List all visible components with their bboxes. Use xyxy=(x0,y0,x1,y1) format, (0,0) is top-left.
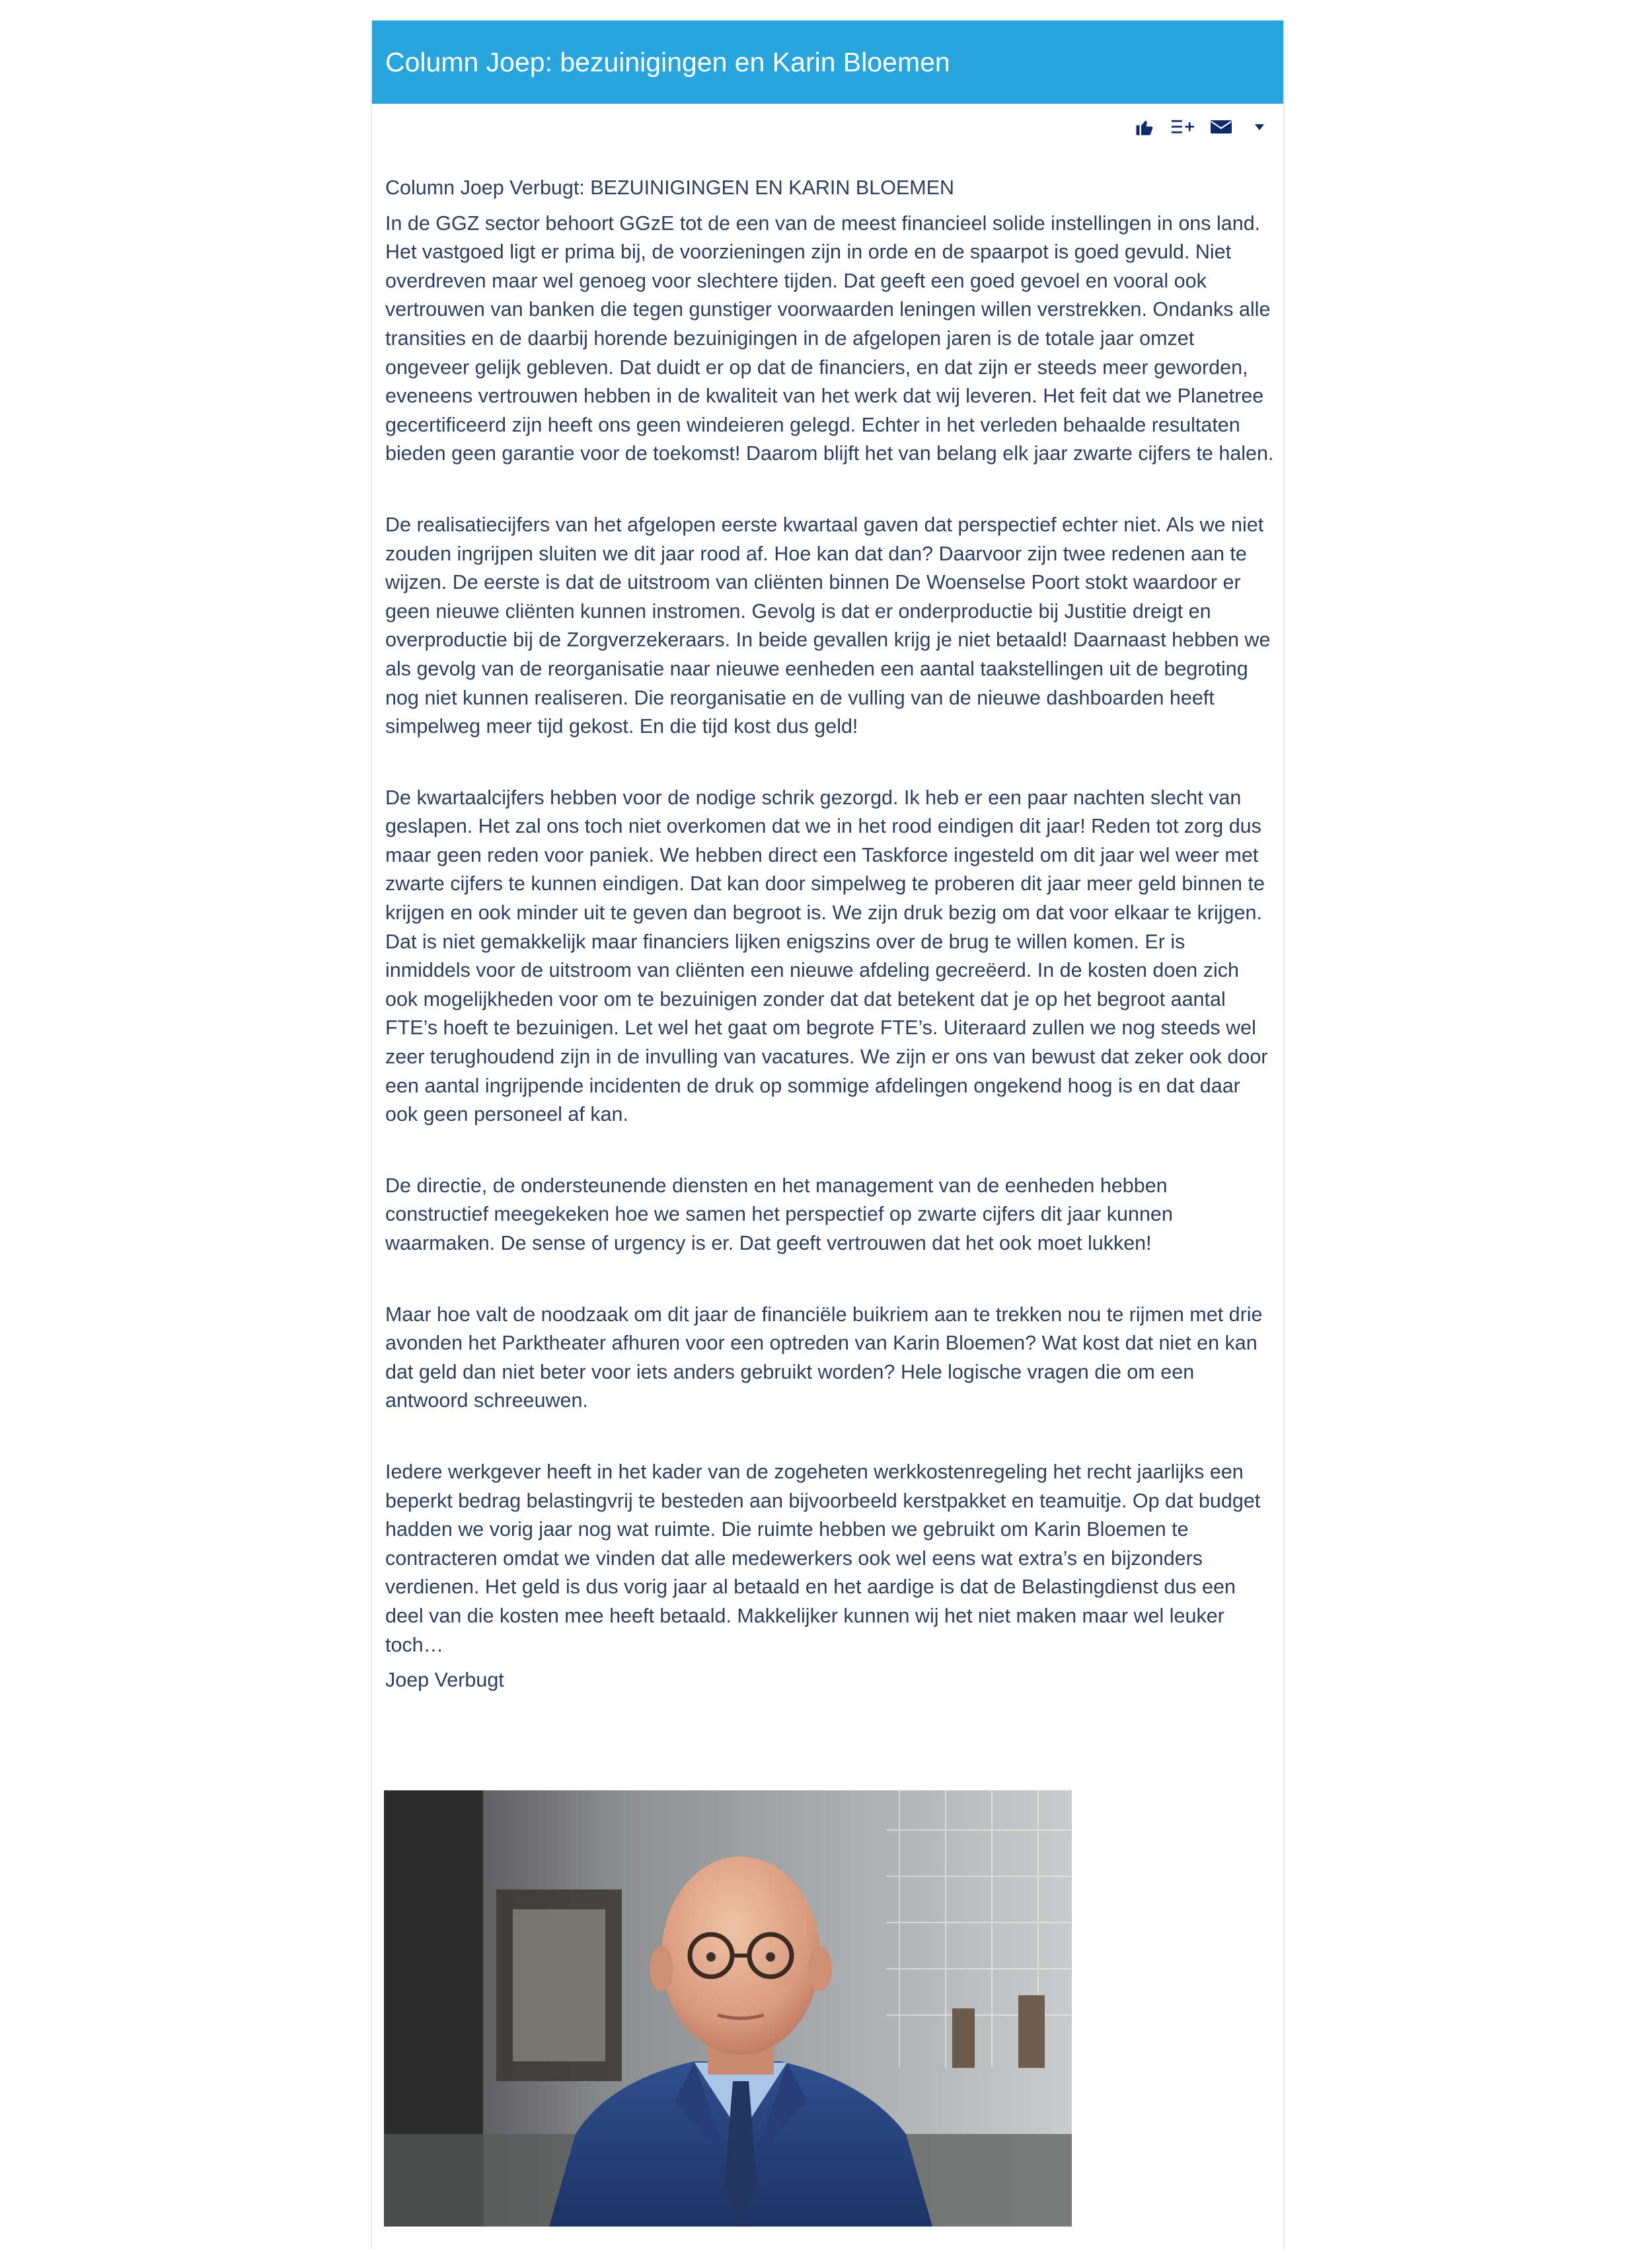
article-body xyxy=(385,174,1274,1695)
page-title: Column Joep: bezuinigingen en Karin Bloemen xyxy=(385,46,950,77)
article-paragraph: De kwartaalcijfers hebben voor de nodige schrik gezorgd. Ik heb er een paar nachten slecht van geslapen. Het zal ons toch niet overkomen dat we in het rood eindigen dit jaar! Reden tot zorg dus maar geen reden voor paniek. We hebben direct een Taskforce ingesteld om dit jaar wel weer met zwarte cijfers te kunnen eindigen. Dat kan door simpelweg te proberen dit jaar meer geld binnen te krijgen en ook minder uit te geven dan begroot is. We zijn druk bezig om dat voor elkaar te krijgen. Dat is niet gemakkelijk maar financiers lijken enigszins over de brug te willen komen. Er is inmiddels voor de uitstroom van cliënten een nieuwe afdeling gecreëerd. In de kosten doen zich ook mogelijkheden voor om te bezuinigen zonder dat dat betekent dat je op het begroot aantal FTE’s hoeft te bezuinigen. Let wel het gaat om begrote FTE’s. Uiteraard zullen we nog steeds wel zeer terughoudend zijn in de invulling van vacatures. We zijn er ons van bewust dat zeker ook door een aantal ingrijpende incidenten de druk op sommige afdelingen ongekend hoog is en dat daar ook geen personeel af kan. xyxy=(385,786,1268,1126)
more-options-dropdown[interactable] xyxy=(1248,115,1271,139)
dropdown-icon xyxy=(1253,122,1266,132)
article-paragraph: De directie, de ondersteunende diensten en het management van de eenheden hebben constructief meegekeken hoe we samen het perspectief op zwarte cijfers dit jaar kunnen waarmaken. De sense of urgency is er. Dat geeft vertrouwen dat het ook moet lukken! xyxy=(385,1174,1173,1254)
article-paragraph: Iedere werkgever heeft in het kader van de zogeheten werkkostenregeling het recht jaarlijks een beperkt bedrag belastingvrij te besteden aan bijvoorbeeld kerstpakket en teamuitje. Op dat budget hadden we vorig jaar nog wat ruimte. Die ruimte hebben we gebruikt om Karin Bloemen te contracteren omdat we vinden dat alle medewerkers ook wel eens wat extra’s en bijzonders verdienen. Het geld is dus vorig jaar al betaald en het aardige is dat de Belastingdienst dus een deel van die kosten mee heeft betaald. Makkelijker kunnen wij het niet maken maar wel leuker toch… xyxy=(385,1460,1261,1656)
article-paragraph: Maar hoe valt de noodzaak om dit jaar de financiële buikriem aan te trekken nou te rijmen met drie avonden het Parktheater afhuren voor een optreden van Karin Bloemen? Wat kost dat niet en kan dat geld dan niet beter voor iets anders gebruikt worden? Hele logische vragen die om een antwoord schreeuwen. xyxy=(385,1303,1263,1412)
author-portrait-illustration xyxy=(384,1790,1072,2227)
article-paragraph: In de GGZ sector behoort GGzE tot de een van de meest financieel solide instellingen in ons land. Het vastgoed ligt er prima bij, de voorzieningen zijn in orde en de spaarpot is goed gevuld. Niet overdreven maar wel genoeg voor slechtere tijden. Dat geeft een goed gevoel en vooral ook vertrouwen van banken die tegen gunstiger voorwaarden leningen willen verstrekken. Ondanks alle transities en de daarbij horende bezuinigingen in de afgelopen jaren is de totale jaar omzet ongeveer gelijk gebleven. Dat duidt er op dat de financiers, en dat zijn er steeds meer geworden, eveneens vertrouwen hebben in de kwaliteit van het werk dat wij leveren. Het feit dat we Planetree gecertificeerd zijn heeft ons geen windeieren gelegd. Echter in het verleden behaalde resultaten bieden geen garantie voor de toekomst! Daarom blijft het van belang elk jaar zwarte cijfers te halen. xyxy=(385,211,1274,465)
article-toolbar xyxy=(1133,115,1271,139)
author-photo xyxy=(384,1790,1072,2227)
article-paragraph: De realisatiecijfers van het afgelopen eerste kwartaal gaven dat perspectief echter niet. Als we niet zouden ingrijpen sluiten we dit jaar rood af. Hoe kan dat dan? Daarvoor zijn twee redenen aan te wijzen. De eerste is dat de uitstroom van cliënten binnen De Woenselse Poort stokt waardoor er geen nieuwe cliënten kunnen instromen. Gevolg is dat er onderproductie bij Justitie dreigt en overproductie bij de Zorgverzekeraars. In beide gevallen krijg je niet betaald! Daarnaast hebben we als gevolg van de reorganisatie naar nieuwe eenheden een aantal taakstellingen uit de begroting nog niet kunnen realiseren. Die reorganisatie en de vulling van de nieuwe dashboarden heeft simpelweg meer tijd gekost. En die tijd kost dus geld! xyxy=(385,513,1271,738)
add-to-list-icon xyxy=(1172,118,1194,135)
article-subtitle: Column Joep Verbugt: BEZUINIGINGEN EN KARIN BLOEMEN xyxy=(385,176,955,199)
card-header xyxy=(372,20,1283,104)
mail-icon xyxy=(1211,119,1232,135)
like-button[interactable] xyxy=(1133,115,1156,139)
add-to-list-button[interactable] xyxy=(1171,115,1195,139)
author-signature: Joep Verbugt xyxy=(385,1669,504,1692)
article-card xyxy=(371,20,1285,2249)
thumbs-up-icon xyxy=(1135,117,1154,137)
email-button[interactable] xyxy=(1209,115,1233,139)
